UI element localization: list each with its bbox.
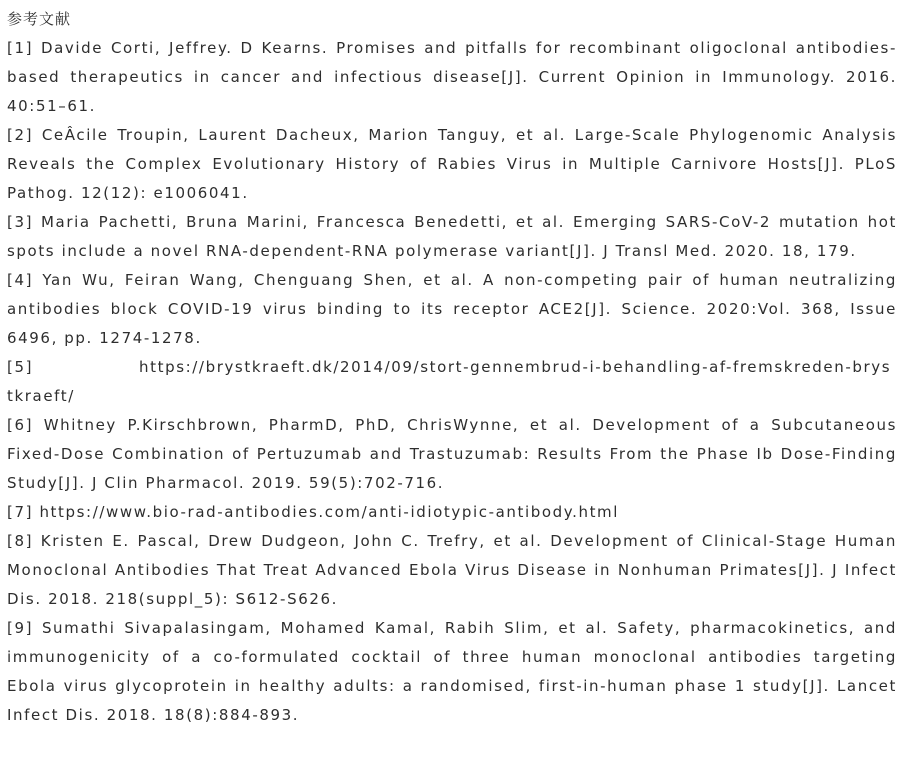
reference-text: Yan Wu, Feiran Wang, Chenguang Shen, et al. A non-competing pair of human neutralizing antibodies block COVID-19 virus binding to its receptor ACE2[J]. Science. 2020:Vol. 368, Issue 6496, pp. 1274-1278. bbox=[7, 271, 897, 347]
reference-text: Sumathi Sivapalasingam, Mohamed Kamal, Rabih Slim, et al. Safety, pharmacokinetics, and immunogenicity of a co-formulated cocktail of three human monoclonal antibodies targeting Ebola virus glycoprotein in healthy adults: a randomised, first-in-human phase 1 study[J]. Lancet Infect Dis. 2018. 18(8):884-893. bbox=[7, 619, 898, 724]
reference-number: [9] bbox=[7, 619, 34, 637]
reference-text: Davide Corti, Jeffrey. D Kearns. Promises and pitfalls for recombinant oligoclonal antibodies-based therapeutics in cancer and infectious disease[J]. Current Opinion in Immunology. 2016. 40:51–61. bbox=[7, 39, 897, 115]
reference-number: [8] bbox=[7, 532, 34, 550]
reference-text: Kristen E. Pascal, Drew Dudgeon, John C. Trefry, et al. Development of Clinical-Stage Human Monoclonal Antibodies That Treat Advanced Ebola Virus Disease in Nonhuman Primates[J]. J Infect Dis. 2018. 218(suppl_5): S612-S626. bbox=[7, 532, 897, 608]
reference-text: Maria Pachetti, Bruna Marini, Francesca Benedetti, et al. Emerging SARS-CoV-2 mutation hot spots include a novel RNA-dependent-RNA polymerase variant[J]. J Transl Med. 2020. 18, 179. bbox=[7, 213, 897, 260]
reference-number: [7] bbox=[7, 503, 34, 521]
references-heading: 参考文献 bbox=[7, 10, 72, 28]
reference-number: [2] bbox=[7, 126, 34, 144]
reference-number: [3] bbox=[7, 213, 34, 231]
reference-item-7 bbox=[7, 498, 897, 527]
reference-item-4 bbox=[7, 266, 897, 353]
reference-item-2 bbox=[7, 121, 897, 208]
reference-text: Whitney P.Kirschbrown, PharmD, PhD, ChrisWynne, et al. Development of a Subcutaneous Fixed-Dose Combination of Pertuzumab and Trastuzumab: Results From the Phase Ib Dose-Finding Study[J]. J Clin Pharmacol. 2019. 59(5):702-716. bbox=[7, 416, 898, 492]
reference-item-8 bbox=[7, 527, 897, 614]
reference-item-3 bbox=[7, 208, 897, 266]
reference-text: CeÂcile Troupin, Laurent Dacheux, Marion Tanguy, et al. Large-Scale Phylogenomic Analysis Reveals the Complex Evolutionary History of Rabies Virus in Multiple Carnivore Hosts[J]. PLoS Pathog. 12(12): e1006041. bbox=[7, 126, 897, 202]
reference-number: [6] bbox=[7, 416, 34, 434]
reference-item-9 bbox=[7, 614, 897, 730]
reference-item-1 bbox=[7, 34, 897, 121]
reference-list bbox=[7, 34, 897, 730]
reference-url: https://brystkraeft.dk/2014/09/stort-gennembrud-i-behandling-af-fremskreden-brystkraeft/ bbox=[7, 358, 892, 405]
reference-number: [1] bbox=[7, 39, 34, 57]
reference-item-5 bbox=[7, 353, 897, 411]
reference-number: [5] bbox=[7, 358, 34, 376]
reference-item-6 bbox=[7, 411, 897, 498]
reference-number: [4] bbox=[7, 271, 34, 289]
reference-url: https://www.bio-rad-antibodies.com/anti-idiotypic-antibody.html bbox=[39, 503, 620, 521]
